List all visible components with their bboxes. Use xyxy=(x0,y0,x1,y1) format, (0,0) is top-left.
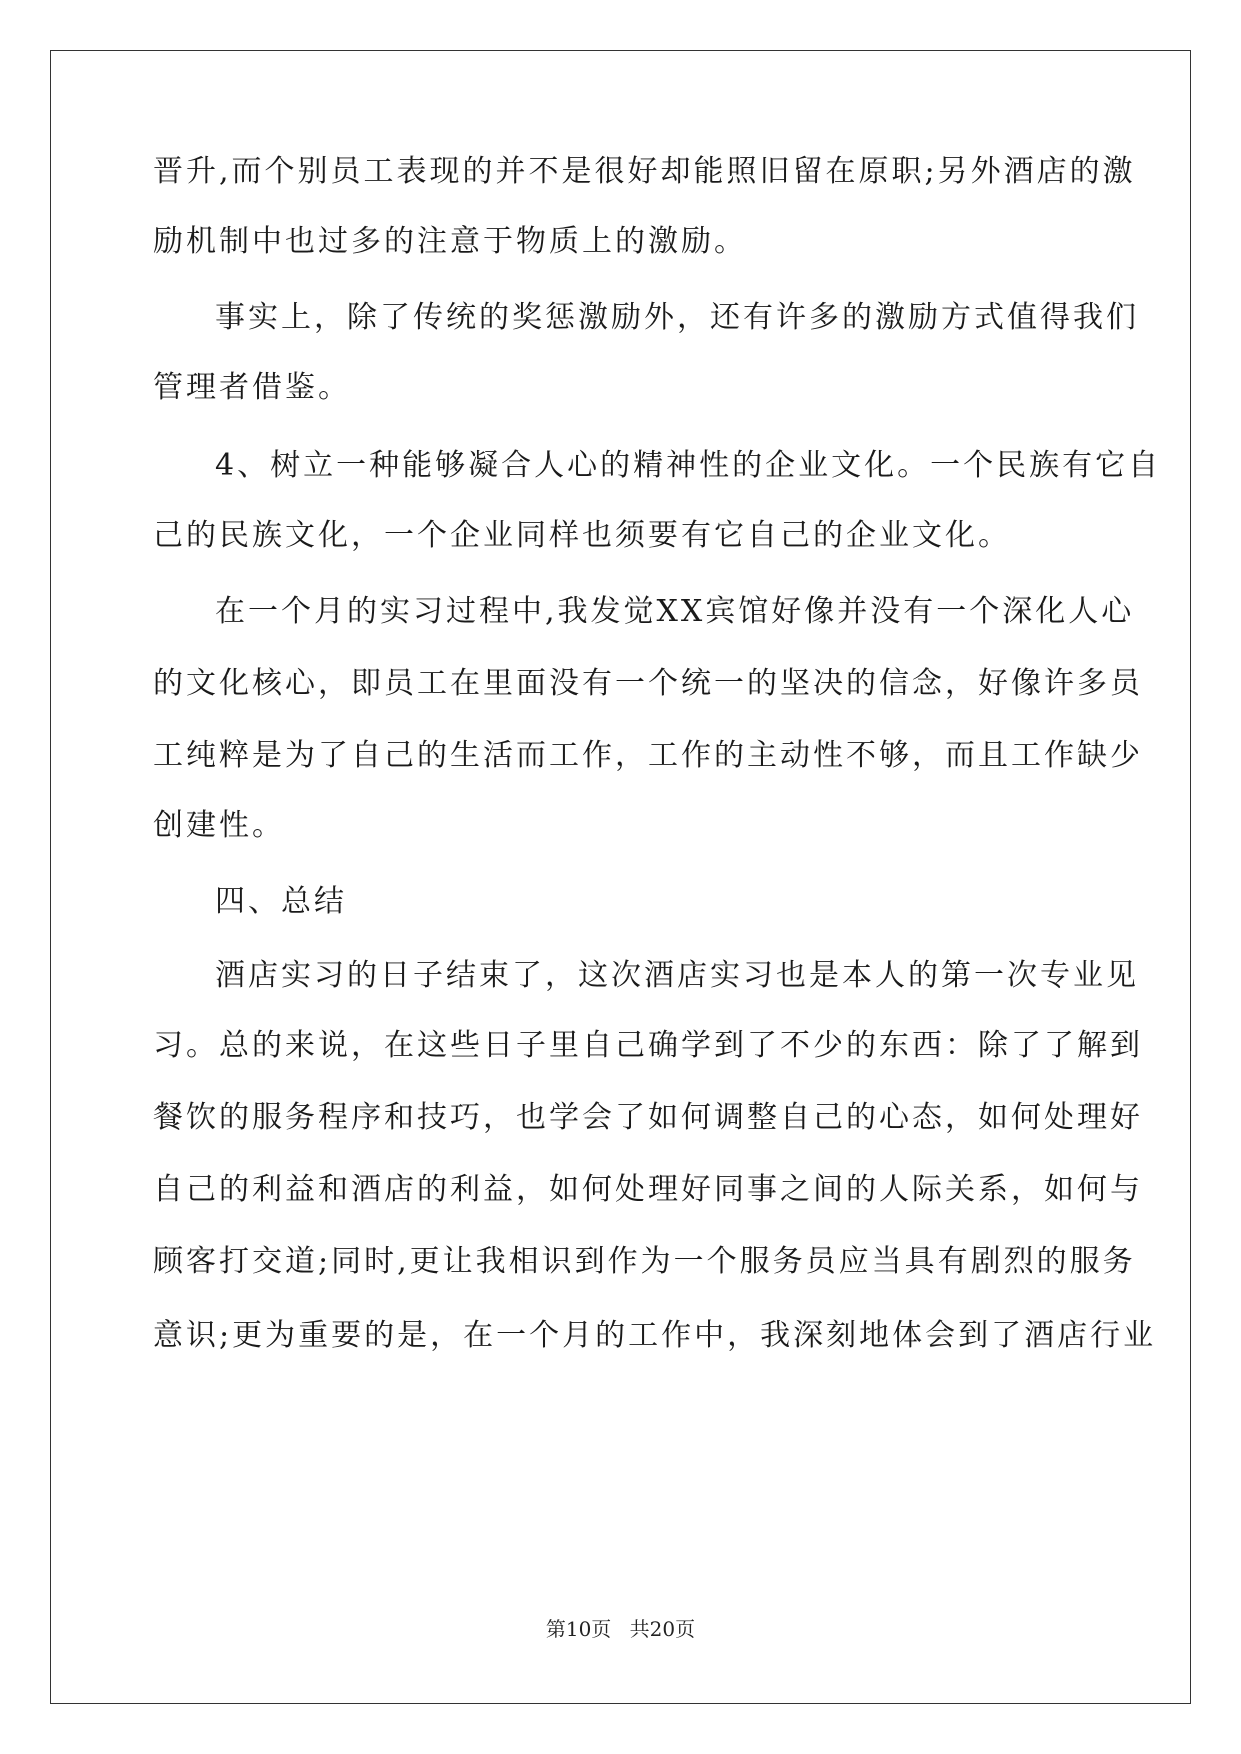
text-line: 的文化核心，即员工在里面没有一个统一的坚决的信念，好像许多员 xyxy=(153,666,1143,701)
text-line: 习。总的来说，在这些日子里自己确学到了不少的东西：除了了解到 xyxy=(153,1028,1143,1063)
text-line: 晋升,而个别员工表现的并不是很好却能照旧留在原职;另外酒店的激 xyxy=(153,154,1136,189)
text-line: 意识;更为重要的是，在一个月的工作中，我深刻地体会到了酒店行业 xyxy=(153,1318,1157,1353)
paragraph-start-line: 4、树立一种能够凝合人心的精神性的企业文化。一个民族有它自 xyxy=(215,448,1162,483)
page-footer xyxy=(0,1615,1241,1643)
page-number: 第10页 xyxy=(545,1617,612,1641)
text-line: 励机制中也过多的注意于物质上的激励。 xyxy=(153,224,747,259)
section-heading: 四、总结 xyxy=(215,884,347,919)
paragraph-start-line: 事实上，除了传统的奖惩激励外，还有许多的激励方式值得我们 xyxy=(215,300,1139,335)
text-line: 己的民族文化，一个企业同样也须要有它自己的企业文化。 xyxy=(153,518,1011,553)
text-line: 管理者借鉴。 xyxy=(153,370,351,405)
text-line: 餐饮的服务程序和技巧，也学会了如何调整自己的心态，如何处理好 xyxy=(153,1100,1143,1135)
text-line: 创建性。 xyxy=(153,808,285,843)
text-line: 自己的利益和酒店的利益，如何处理好同事之间的人际关系，如何与 xyxy=(153,1172,1143,1207)
text-line: 工纯粹是为了自己的生活而工作，工作的主动性不够，而且工作缺少 xyxy=(153,738,1143,773)
page-total: 共20页 xyxy=(629,1617,696,1641)
paragraph-start-line: 在一个月的实习过程中,我发觉XX宾馆好像并没有一个深化人心 xyxy=(215,594,1135,629)
paragraph-start-line: 酒店实习的日子结束了，这次酒店实习也是本人的第一次专业见 xyxy=(215,958,1139,993)
text-line: 顾客打交道;同时,更让我相识到作为一个服务员应当具有剧烈的服务 xyxy=(153,1244,1136,1279)
